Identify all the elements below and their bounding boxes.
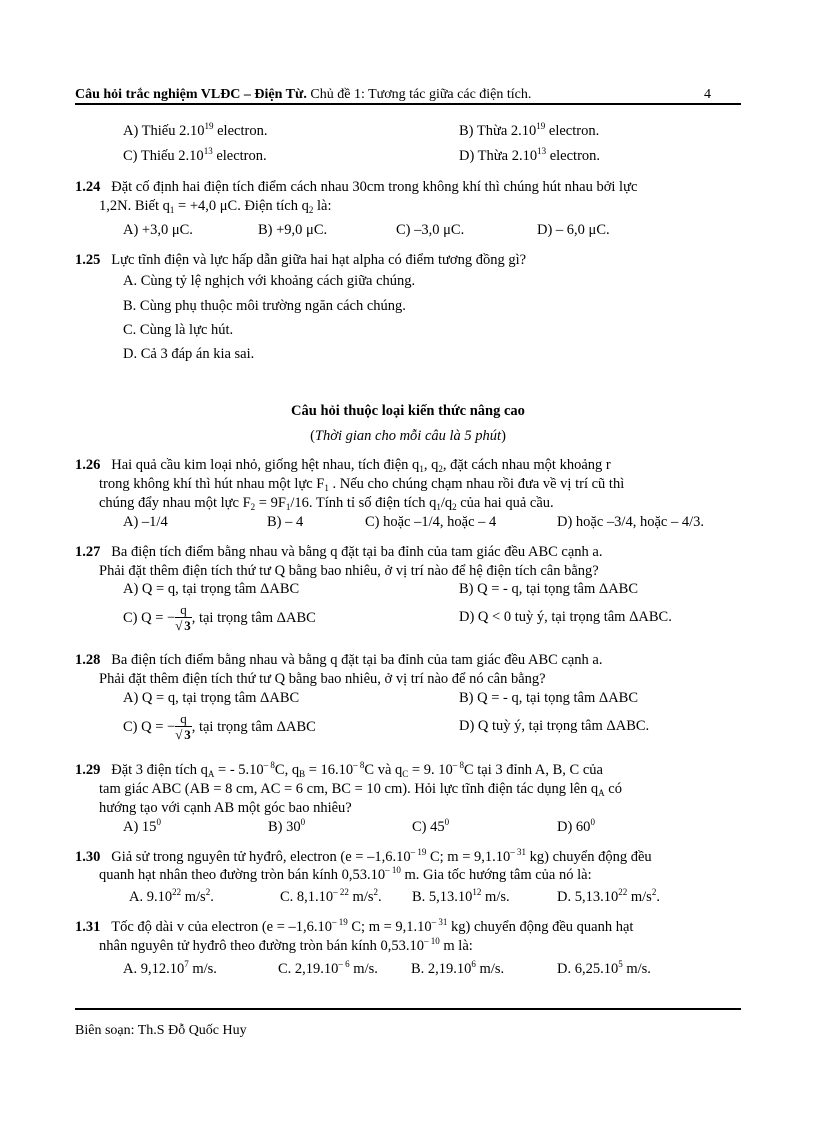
option-c: C) $45^0$ <box>412 817 450 835</box>
option-b: B) Thừa 2.10$^{19}$ electron. <box>459 121 600 139</box>
option-d: D. 6,25.10$^5$ m/s. <box>557 959 651 977</box>
header-title-bold: Câu hỏi trắc nghiệm VLĐC – Điện Từ. <box>75 87 307 102</box>
question-text-line: quanh hạt nhân theo đường tròn bán kính $0,53.10^{- 10}$ m. Gia tốc hướng tâm của nó là: <box>99 865 592 883</box>
option-b: B) – 4 <box>267 514 304 530</box>
question-1-29: 1.29 Đặt 3 điện tích $q_A$ = - $5.10^{- 8}C$, $q_B = 16.10^{- 8}C$ và $q_C = 9$. $10^{- 8}C$ tại 3 đỉnh A, B, C của <box>75 760 603 779</box>
option-a: A) Q = q, tại trọng tâm ΔABC <box>123 690 300 706</box>
question-text-line: 1,2N. Biết $q_1 = +4,0$ μC. Điện tích $q_2$ là: <box>99 198 332 215</box>
question-1-31: 1.31 Tốc độ dài v của electron ($e = -1,6.10^{- 19}$ C; $m = 9,1.10^{- 31}$ kg) chuyển động đều quanh hạt <box>75 917 634 935</box>
option-d: D) $60^0$ <box>557 817 595 835</box>
question-text-line: trong không khí thì hút nhau một lực $F_1$ . Nếu cho chúng chạm nhau rồi đưa về vị trí cũ thì <box>99 476 625 493</box>
option-b: B) +9,0 μC. <box>258 222 328 238</box>
question-text-line: hướng tạo với cạnh AB một góc bao nhiêu? <box>99 800 352 816</box>
option-d: D) Q tuỳ ý, tại trọng tâm ΔABC. <box>459 718 650 734</box>
option-c: C. Cùng là lực hút. <box>123 322 234 338</box>
question-text-line: chúng đẩy nhau một lực $F_2 = 9F_1/16$. Tính tỉ số điện tích $q_1/q_2$ của hai quả cầu. <box>99 495 554 512</box>
question-number: 1.29 <box>75 762 101 778</box>
option-a: A) $15^0$ <box>123 817 161 835</box>
footer-rule <box>75 1008 741 1010</box>
option-a: A. Cùng tỷ lệ nghịch với khoảng cách giữa chúng. <box>123 273 416 289</box>
page-number: 4 <box>704 87 711 102</box>
page-header <box>75 86 531 104</box>
question-number: 1.24 <box>75 179 101 195</box>
question-number: 1.25 <box>75 252 101 268</box>
question-1-26: 1.26 Hai quả cầu kim loại nhỏ, giống hệt nhau, tích điện $q_1$, $q_2$, đặt cách nhau một khoảng r <box>75 457 611 474</box>
question-number: 1.27 <box>75 544 101 560</box>
option-b: B. Cùng phụ thuộc môi trường ngăn cách chúng. <box>123 298 406 314</box>
option-a: A. 9,12.10$^7$ m/s. <box>123 959 217 977</box>
question-1-25 <box>75 251 526 269</box>
question-1-27: 1.27 Ba điện tích điểm bằng nhau và bằng q đặt tại ba đỉnh của tam giác đều ABC cạnh a. <box>75 544 603 560</box>
question-1-28: 1.28 Ba điện tích điểm bằng nhau và bằng q đặt tại ba đỉnh của tam giác đều ABC cạnh a. <box>75 652 603 668</box>
option-b: B) Q = - q, tại tọng tâm ΔABC <box>459 581 639 597</box>
question-number: 1.26 <box>75 457 101 473</box>
header-rule <box>75 103 741 105</box>
option-d: D) hoặc –3/4, hoặc – 4/3. <box>557 514 704 530</box>
header-title-rest: Chủ đề 1: Tương tác giữa các điện tích. <box>306 87 532 102</box>
question-number: 1.30 <box>75 849 101 865</box>
option-c: C) Thiếu 2.10$^{13}$ electron. <box>123 146 267 164</box>
option-b: B) $30^0$ <box>268 817 306 835</box>
question-1-24 <box>75 178 637 196</box>
option-d: D) Q < 0 tuỳ ý, tại trọng tâm ΔABC. <box>459 609 672 625</box>
question-text-line: tam giác ABC (AB = 8 cm, AC = 6 cm, BC = 10 cm). Hỏi lực tĩnh điện tác dụng lên $q_A$ có <box>99 781 622 798</box>
option-a: A) +3,0 μC. <box>123 222 193 238</box>
option-a: A) –1/4 <box>123 514 168 530</box>
option-c: B. 5,13.10$^{12}$ m/s. <box>412 887 510 905</box>
option-d: D) – 6,0 μC. <box>537 222 610 238</box>
option-a: A) Thiếu 2.10$^{19}$ electron. <box>123 121 268 139</box>
option-d: D. Cả 3 đáp án kia sai. <box>123 346 255 362</box>
question-text-line: Phải đặt thêm điện tích thứ tư Q bằng bao nhiêu, ở vị trí nào để hệ điện tích cân bằng? <box>99 563 599 579</box>
question-text-line: nhân nguyên tử hyđrô theo đường tròn bán kính $0,53.10^{- 10}$ m là: <box>99 936 473 954</box>
option-c: C) Q = − q √ 3 , tại trọng tâm ΔABC <box>123 711 316 743</box>
fraction: q √ 3 <box>175 711 191 743</box>
option-a: A) Q = q, tại trọng tâm ΔABC <box>123 581 300 597</box>
option-b: B) Q = - q, tại tọng tâm ΔABC <box>459 690 639 706</box>
question-text: Lực tĩnh điện và lực hấp dẫn giữa hai hạt alpha có điểm tương đồng gì? <box>111 252 527 268</box>
option-c: C) –3,0 μC. <box>396 222 465 238</box>
option-b: C. $2,19.10^{- 6}$ m/s. <box>278 959 378 977</box>
section-title: Câu hỏi thuộc loại kiến thức nâng cao <box>291 403 525 419</box>
question-number: 1.31 <box>75 919 101 935</box>
option-b: C. $8,1.10^{- 22}$ $m/s^2$. <box>280 887 382 905</box>
option-c: C) hoặc –1/4, hoặc – 4 <box>365 514 497 530</box>
option-a: A. 9.10$^{22}$ $m/s^2$. <box>129 887 214 905</box>
fraction: q √ 3 <box>175 602 191 634</box>
question-1-30: 1.30 Giả sử trong nguyên tử hyđrô, electron ($e = -1,6.10^{- 19}$ C; $m = 9,1.10^{- 31}$ kg) chuyển động đều <box>75 847 652 865</box>
section-subtitle: (Thời gian cho mỗi câu là 5 phút) <box>310 428 506 444</box>
question-text: Đặt cố định hai điện tích điểm cách nhau 30cm trong không khí thì chúng hút nhau bởi lực <box>111 179 638 195</box>
question-text-line: Phải đặt thêm điện tích thứ tư Q bằng bao nhiêu, ở vị trí nào để nó cân bằng? <box>99 671 546 687</box>
option-d: D. 5,13.10$^{22}$ $m/s^2$. <box>557 887 660 905</box>
option-c: B. 2,19.10$^6$ m/s. <box>411 959 505 977</box>
footer-author: Biên soạn: Th.S Đỗ Quốc Huy <box>75 1023 247 1038</box>
option-c: C) Q = − q √ 3 , tại trọng tâm ΔABC <box>123 602 316 634</box>
question-number: 1.28 <box>75 652 101 668</box>
option-d: D) Thừa 2.10$^{13}$ electron. <box>459 146 601 164</box>
